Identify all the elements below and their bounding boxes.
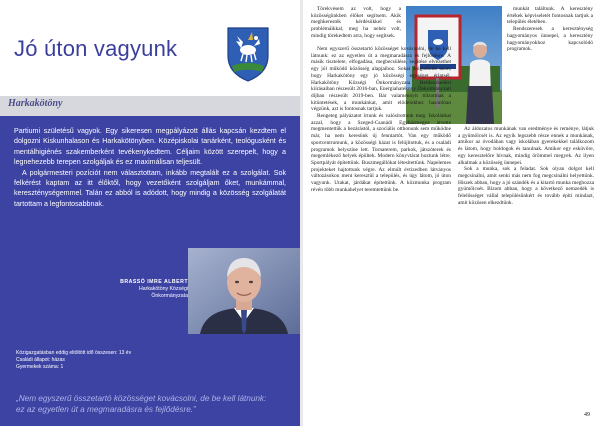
body-paragraph: munkát találtunk. A keresztény értékek képviseletét fontosnak tartjuk a település életében. [507,6,593,26]
author-block [60,279,188,300]
body-paragraph: Rengeteg pályázatot írtunk és valósítottunk meg. Iskolánkat azzal, hogy a Szeged-Csanádi Egyházmegye átvette megmentettük a bezárástól, a szociális otthonunk sem működne már, ha nem keresünk új fenntartót. Van egy működő sportcentrumunk, a közösségi házat is felújítottuk, és a családi programok helyszíne lett. Tornaterem, parkok, játszóterek és megemlékező helyek épültek. Modern könyvtárat hoztunk létre. Sportpályát építettünk. Buszmegállókat létesítettünk. Napelemes projekteket hajtottunk végre. Az elmúlt évtizedben látványos változásokon ment keresztül a település, és úgy látom, jó úton vagyunk. Utakat, járdákat építettünk. A közmunka program révén több munkahelyet teremtettünk be. [311,113,451,193]
body-paragraph: Az áldozatos munkának van eredménye és reménye, látjuk a gyümölcsét is. Az egyik legszebb része ennek a munkának, amikor az óvodában vagy iskolában gyerekekkel találkozom és látom, hogy boldogok és tanulnak. Amikor egy esküvőre, egy keresztelőre hívnak, mindig örömmel megyek. Az ilyen alkalmak a közösség ünnepei. [458,126,594,166]
body-paragraph: Sok a munka, sok a feladat. Sok olyan dolgot kell megcsinálni, amit senki más nem fog megcsinálni helyettünk. Hiszek abban, hogy a jó szándék és a kitartó munka meghozza gyümölcsét. Bízom abban, hogy a következő nemzedék is felelősséget vállal településünkért és tovább építi mindazt, amit közösen elkezdtünk. [458,166,594,206]
article-column-left [311,46,451,193]
body-paragraph: Nem egyszerű összetartó közösséget kovácsolni, de be kell látnunk: ez az egyetlen út a megmaradásra és fejlődésre. A másik tisztelete, elfogadása, megbecsülése, segítése elvezethet egy jól működő közösség alapjaihoz. Sokat dolgoztunk azon, hogy Harkakötöny egy jó közösségi egységet érintsél. Harkakötöny Községi Önkormányzata Beilleszkedési kiírásaiban részesült 2016-ban, Energiahatékony Önkormányzati díjban részesült 2019-ben. Bár valamennyit túlzottnak a kitüntetések, a munkánkat, amit elődeinkhez hasonlóan végzünk, azt is fontosnak tartjuk. [311,46,451,113]
author-institution-line1: Harkakötöny Községi [138,286,188,292]
page-number: 49 [584,412,590,418]
children-count: Gyermekek száma: 1 [16,363,64,370]
right-page [303,0,600,426]
body-paragraph: Rendszeresek a kereszténység hagyományos ünnepei, a keresztény hagyományokhoz kapcsolódó programok. [507,26,593,53]
intro-text [14,126,286,209]
body-paragraph: Törekvésem az volt, hogy a közösségünkben élőket segítsem. Akik meghkeresték kérdésükkel és problémáikkal, meg ha nehéz volt, mindig törekedtem arra, hogy segítsek. [311,6,401,39]
biography-facts [16,350,156,370]
intro-paragraph: A polgármesteri pozíciót nem választottam, inkább megtalált ez a szolgálat. Sok felkérést kaptam az itt élőktől, hogy vezetőként szolgáljam őket, munkámmal, kereszténységemmel. Talán ez abból is adódott, hogy mindig a közösség szolgálatát tartottam a legfontosabbnak. [14,168,286,208]
section-label: Harkakötöny [8,98,63,109]
harkakotony-coat-of-arms-icon [226,26,270,82]
article-column-top-right [507,6,593,53]
author-institution-line2: Önkormányzata [151,293,188,299]
intro-panel [0,116,300,426]
author-name: BRASSÓ IMRE ALBERT [120,279,188,285]
intro-paragraph: Partiumi születésű vagyok. Egy sikeresen megpályázott állás kapcsán kezdtem el dolgozni Kiskunhalason és Harkakötönyben. Középiskolai tanárként, teológusként és mentálhigiénés szakemberként tevékenykedtem. Céljaim között szerepelt, hogy a legnehezebb terepen szolgáljak és ez maximálisan teljesült. [14,127,286,167]
tenure-years: Közigazgatásban eddig eltöltött idő összesen: 13 év [16,350,132,356]
pull-quote: „Nem egyszerű összetartó közösséget kovácsolni, de be kell látnunk: ez az egyetlen út a megmaradásra és fejlődésre.” [16,394,267,414]
marital-status: Családi állapot: házas [16,356,65,363]
article-title: Jó úton vagyunk [14,36,178,61]
author-portrait [188,248,300,334]
article-column-top-left [311,6,401,40]
section-band [0,96,300,116]
article-column-right [458,126,594,206]
